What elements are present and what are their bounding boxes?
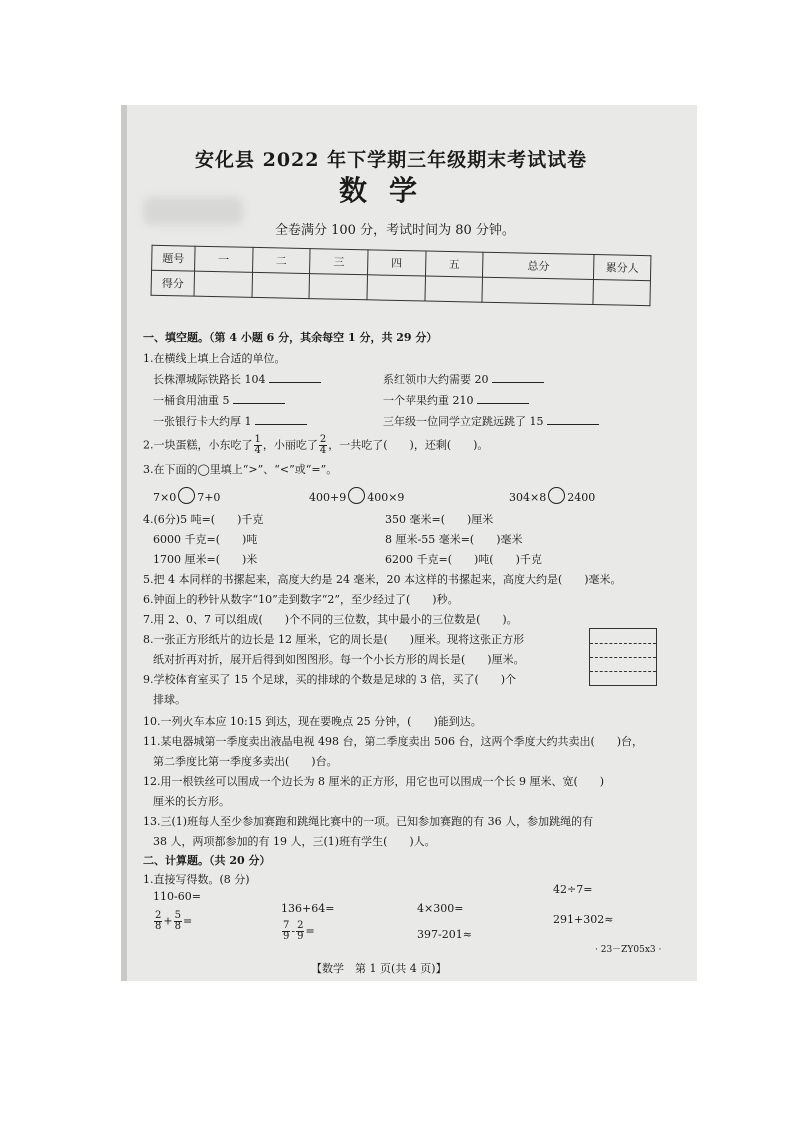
score-cell: 总分 xyxy=(483,252,594,279)
fraction xyxy=(296,921,304,942)
score-cell: 三 xyxy=(310,249,368,275)
q2-part2: ，小丽吃了 xyxy=(262,438,318,452)
answer-blank[interactable] xyxy=(547,414,599,425)
q1-stem: 1.在横线上填上合适的单位。 xyxy=(143,352,286,365)
compare-circle[interactable] xyxy=(348,487,365,504)
q3-b xyxy=(309,487,404,505)
fraction-denominator: 8 xyxy=(155,921,162,932)
score-cell: 四 xyxy=(368,250,426,276)
q4-f: 6200 千克=( )吨( )千克 xyxy=(385,553,542,566)
q12-line2: 厘米的长方形。 xyxy=(153,795,230,808)
q3-a-right: 7+0 xyxy=(197,491,221,504)
q3-b-right: 400×9 xyxy=(367,491,405,504)
score-input-cell[interactable] xyxy=(252,272,310,298)
score-input-cell[interactable] xyxy=(482,277,593,304)
fraction xyxy=(319,435,327,456)
q1-f xyxy=(383,414,599,429)
q10: 10.一列火车本应 10:15 到达，现在要晚点 25 分钟，( )能到达。 xyxy=(143,715,482,728)
q3-a xyxy=(153,487,220,505)
q13-line2: 38 人，两项都参加的有 19 人，三(1)班有学生( )人。 xyxy=(153,835,436,848)
section2-heading-note: （共 20 分） xyxy=(209,854,271,867)
score-input-cell[interactable] xyxy=(367,275,425,301)
fraction-denominator: 4 xyxy=(254,445,261,456)
fraction xyxy=(282,921,290,942)
fraction-numerator: 2 xyxy=(155,910,162,921)
q2-part3: ，一共吃了( )，还剩( )。 xyxy=(328,438,489,452)
equals-sign: = xyxy=(182,914,193,928)
section2-sub1: 1.直接写得数。(8 分) xyxy=(143,873,250,886)
fraction-numerator: 2 xyxy=(319,434,327,445)
q1-d xyxy=(383,393,529,408)
q1-e-text: 一张银行卡大约厚 1 xyxy=(153,415,252,428)
page-footer: 【数学 第 1 页(共 4 页)】 xyxy=(311,962,447,975)
score-input-cell[interactable] xyxy=(425,276,483,302)
score-cell: 累分人 xyxy=(593,255,651,281)
q8-line2: 纸对折再对折，展开后得到如图图形。每一个小长方形的周长是( )厘米。 xyxy=(153,653,525,666)
q9-line1: 9.学校体育室买了 15 个足球，买的排球的个数是足球的 3 倍，买了( )个 xyxy=(143,673,517,686)
fraction-numerator: 2 xyxy=(297,920,304,931)
q1-b-text: 系红领巾大约需要 20 xyxy=(383,373,489,386)
score-input-cell[interactable] xyxy=(309,274,367,300)
calc-item: 291+302≈ xyxy=(553,913,614,926)
q6: 6.钟面上的秒针从数字“10”走到数字“2”，至少经过了( )秒。 xyxy=(143,593,459,606)
calc-item-fraction-add xyxy=(153,911,192,932)
q4-c: 6000 千克=( )吨 xyxy=(153,533,258,546)
folded-square-figure xyxy=(589,628,657,686)
q3-c xyxy=(509,487,595,505)
q1-e xyxy=(153,414,307,429)
fraction-denominator: 4 xyxy=(319,445,327,456)
fraction xyxy=(254,435,262,456)
fold-line xyxy=(590,643,656,644)
calc-item: 397-201≈ xyxy=(417,928,472,941)
calc-item-fraction-sub xyxy=(281,921,315,942)
score-cell: 五 xyxy=(425,251,483,277)
fraction-denominator: 9 xyxy=(283,931,290,942)
compare-circle[interactable] xyxy=(178,487,195,504)
score-cell: 一 xyxy=(195,246,253,272)
exam-title: 安化县 2022 年下学期三年级期末考试试卷 xyxy=(195,149,588,171)
calc-item: 42÷7= xyxy=(553,883,593,896)
calc-item: 4×300= xyxy=(417,902,464,915)
q3-stem: 3.在下面的◯里填上“>”、“<”或“=”。 xyxy=(143,463,338,476)
q4-b: 350 毫米=( )厘米 xyxy=(385,513,494,526)
q1-d-text: 一个苹果约重 210 xyxy=(383,394,474,407)
score-table xyxy=(151,245,652,306)
fraction xyxy=(154,911,162,932)
answer-blank[interactable] xyxy=(255,414,307,425)
q1-f-text: 三年级一位同学立定跳远跳了 15 xyxy=(383,415,544,428)
section2-heading-text: 二、计算题。 xyxy=(143,854,209,867)
score-cell: 得分 xyxy=(151,270,195,296)
fold-line xyxy=(590,671,656,672)
answer-blank[interactable] xyxy=(269,372,321,383)
q2-part1: 2.一块蛋糕，小东吃了 xyxy=(143,438,253,452)
q3-b-left: 400+9 xyxy=(309,491,347,504)
answer-blank[interactable] xyxy=(477,393,529,404)
q1-c-text: 一桶食用油重 5 xyxy=(153,394,230,407)
operator: + xyxy=(163,914,173,928)
fraction-numerator: 5 xyxy=(174,910,181,921)
calc-item: 136+64= xyxy=(281,902,335,915)
calc-item: 110-60= xyxy=(153,890,201,903)
blurred-stamp xyxy=(143,197,243,225)
score-input-cell[interactable] xyxy=(194,271,252,297)
fraction-denominator: 9 xyxy=(297,931,304,942)
paper-edge-shadow xyxy=(121,105,127,981)
exam-note: 全卷满分 100 分，考试时间为 80 分钟。 xyxy=(275,223,515,238)
subject-title: 数学 xyxy=(339,174,440,207)
q1-a-text: 长株潭城际铁路长 104 xyxy=(153,373,266,386)
fraction-denominator: 8 xyxy=(174,921,181,932)
q2 xyxy=(143,435,488,456)
q4-d: 8 厘米-55 毫米=( )毫米 xyxy=(385,533,523,546)
equals-sign: = xyxy=(305,924,315,938)
q4-a: 4.(6分)5 吨=( )千克 xyxy=(143,513,264,526)
paper-code: · 23－ZY05x3 · xyxy=(595,945,662,955)
fraction-numerator: 1 xyxy=(254,434,261,445)
q12-line1: 12.用一根铁丝可以围成一个边长为 8 厘米的正方形，用它也可以围成一个长 9 厘米、宽( ) xyxy=(143,775,605,788)
answer-blank[interactable] xyxy=(492,372,544,383)
section1-heading xyxy=(143,331,437,345)
q1-b xyxy=(383,372,544,387)
score-input-cell[interactable] xyxy=(593,280,651,306)
exam-paper xyxy=(121,105,697,981)
compare-circle[interactable] xyxy=(548,487,565,504)
q1-a xyxy=(153,372,321,387)
q3-c-left: 304×8 xyxy=(509,491,547,504)
section2-heading xyxy=(143,854,270,868)
q9-line2: 排球。 xyxy=(153,693,186,706)
section1-heading-text: 一、填空题。 xyxy=(143,331,209,344)
q7: 7.用 2、0、7 可以组成( )个不同的三位数，其中最小的三位数是( )。 xyxy=(143,613,518,626)
q5: 5.把 4 本同样的书摞起来，高度大约是 24 毫米，20 本这样的书摞起来，高度大约是( )毫米。 xyxy=(143,573,622,586)
q8-line1: 8.一张正方形纸片的边长是 12 厘米，它的周长是( )厘米。现将这张正方形 xyxy=(143,633,525,646)
q11-line2: 第二季度比第一季度多卖出( )台。 xyxy=(153,755,338,768)
q4-e: 1700 厘米=( )米 xyxy=(153,553,258,566)
fraction xyxy=(174,911,182,932)
score-cell: 题号 xyxy=(152,245,196,271)
score-cell: 二 xyxy=(252,247,310,273)
answer-blank[interactable] xyxy=(233,393,285,404)
q3-c-right: 2400 xyxy=(567,491,596,504)
operator: - xyxy=(291,924,296,938)
fold-line xyxy=(590,657,656,658)
q1-c xyxy=(153,393,285,408)
q11-line1: 11.某电器城第一季度卖出液晶电视 498 台，第二季度卖出 506 台，这两个季度大约共卖出( )台， xyxy=(143,735,644,748)
section1-heading-note: （第 4 小题 6 分，其余每空 1 分，共 29 分） xyxy=(209,331,438,344)
q13-line1: 13.三(1)班每人至少参加赛跑和跳绳比赛中的一项。已知参加赛跑的有 36 人，参加跳绳的有 xyxy=(143,815,594,828)
fraction-numerator: 7 xyxy=(283,920,290,931)
q3-a-left: 7×0 xyxy=(153,491,177,504)
